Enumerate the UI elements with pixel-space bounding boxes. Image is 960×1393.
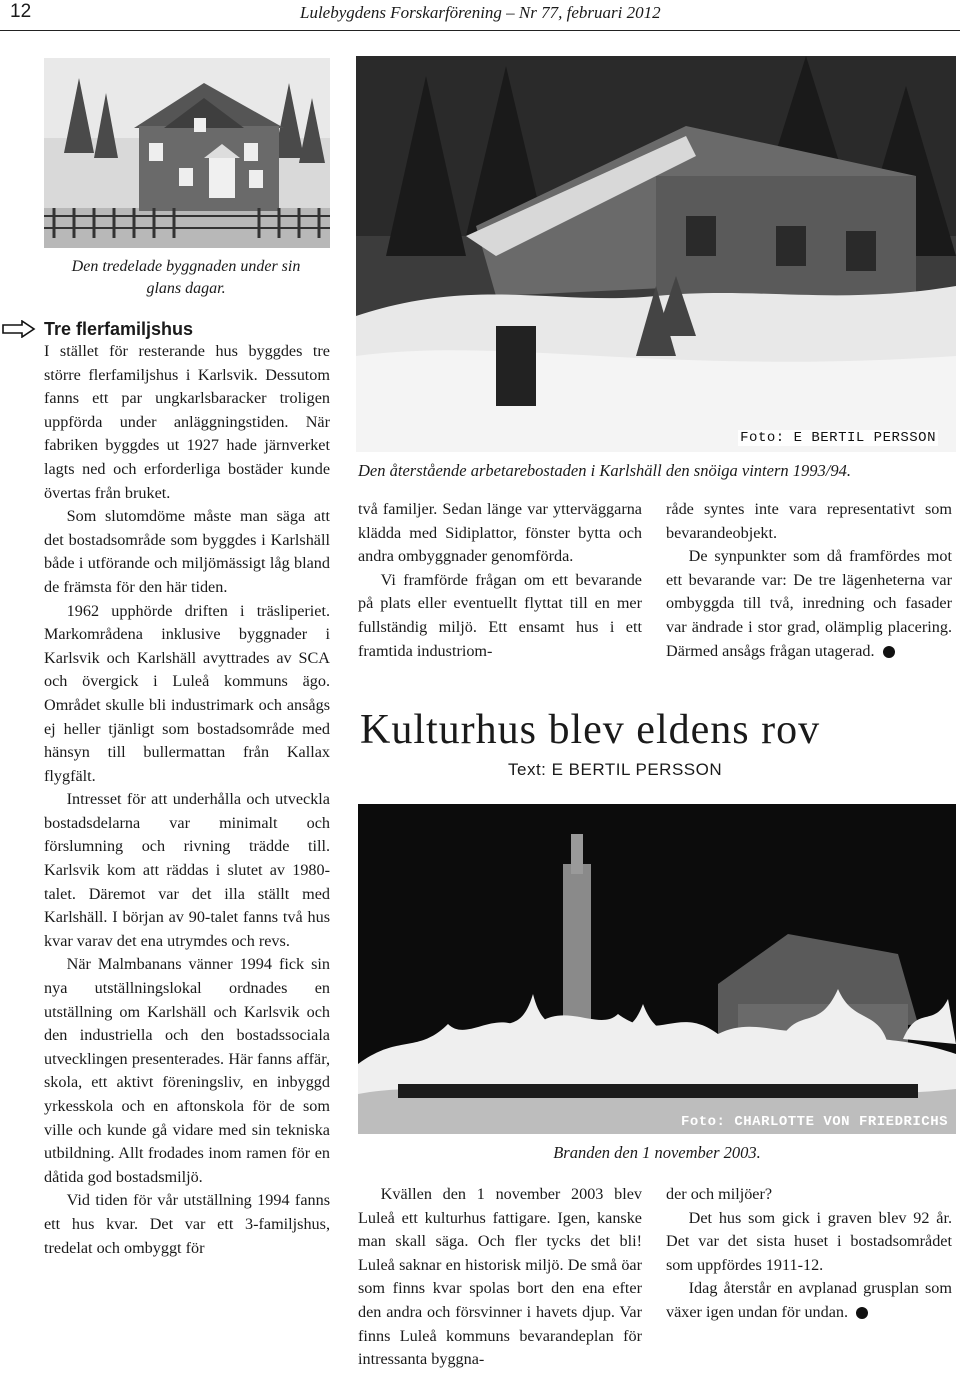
paragraph: Som slutomdöme måste man säga att det bostadsområde som byggdes i Karlshäll både i utförande och miljömässigt låg bland de främsta för den här tiden. [44, 507, 330, 596]
paragraph: Vid tiden för vår utställning 1994 fanns ett hus kvar. Det var ett 3-familjshus, tredelat och ombyggt för [44, 1191, 330, 1257]
paragraph: Intresset för att underhålla och utveckla bostadsdelarna var minimalt och förslumning och rivning trädde till. Karlsvik kom att räddas i slutet av 1980-talet. Däremot var det illa ställt med Karlshäll. I början av 90-talet fanns två hus kvar varav det ena utrymdes och revs. [44, 790, 330, 950]
page-number: 12 [10, 1, 32, 22]
paragraph: Det hus som gick i graven blev 92 år. Det var det sista huset i bostadsområdet som uppfördes 1911-12. [666, 1208, 952, 1274]
paragraph: Kvällen den 1 november 2003 blev Luleå ett kulturhus fattigare. Igen, kanske man skall säga. Och fler tycks det bli! Luleå saknar en historisk miljö. De små öar som finns kvar spolas bort den ena efter den andra och försvinner i havets djup. Var finns Luleå kommuns bevarandeplan för intressanta byggna- [358, 1185, 642, 1369]
paragraph: När Malmbanans vänner 1994 fick sin nya utställningslokal ordnades en utställning om Karlshäll och Karlsvik och den industriella och den bostadssociala utvecklingen presenterades. Här fanns affär, skola, ett aktivt föreningsliv, en inbyggd yrkesskola och en aftonskola för de som ville och kunde gå vidare med sin tekniska utbildning. Allt frodades inom ramen för en dåtida god bostadsmiljö. [44, 955, 330, 1186]
left-column [44, 318, 330, 1260]
arrow-right-icon [2, 320, 36, 343]
paragraph: Vi framförde frågan om ett bevarande på plats eller eventuellt flyttat till en mer fullständig miljö. Ett ensamt hus i ett framtida industriom- [358, 570, 642, 660]
end-mark-icon [883, 646, 895, 658]
paragraph: 1962 upphörde driften i träsliperiet. Markområdena inklusive byggnader i Karlsvik och Karlshäll avyttrades av SCA och övergick i Luleå kommuns ägo. Området skulle bli industrimark och ansågs ej heller tjänligt som bostadsområde med hänsyn till bullermattan från Kallax flygfält. [44, 601, 330, 785]
middle-column [358, 498, 642, 663]
photo-fire [358, 804, 956, 1134]
end-mark-icon [856, 1307, 868, 1319]
article2-column-2 [666, 1183, 952, 1325]
paragraph: I stället för resterande hus byggdes tre större flerfamiljshus i Karlsvik. Dessutom fanns ett par ungkarlsbaracker troligen uppförda under anläggningstiden. När fabriken byggdes ut 1927 hade järnverket lagts ned och erforderliga bostäder kunde övertas från bruket. [44, 342, 330, 502]
article-headline: Kulturhus blev eldens rov [360, 707, 821, 753]
photo3-credit: Foto: CHARLOTTE VON FRIEDRICHS [680, 1114, 948, 1130]
page-header [0, 0, 960, 31]
paragraph: der och miljöer? [666, 1185, 773, 1203]
photo2-caption: Den återstående arbetarebostaden i Karlshäll den snöiga vintern 1993/94. [358, 461, 851, 480]
photo1-caption: Den tredelade byggnaden under sin glans dagar. [71, 258, 301, 297]
paragraph: Idag återstår en avplanad grusplan som växer igen undan för undan. [666, 1279, 952, 1321]
right-column [666, 498, 952, 663]
photo-house-summer [44, 58, 330, 248]
paragraph: två familjer. Sedan länge var ytterväggarna klädda med Sidiplattor, fönster bytta och andra ombyggnader genomförda. [358, 500, 642, 566]
photo2-credit: Foto: E BERTIL PERSSON [740, 430, 936, 446]
paragraph: De synpunkter som då framfördes mot ett bevarande var: De tre lägenheterna var ombyggda till två, inredning och fasader var ändrade i stor grad, olämplig placering. Därmed ansågs frågan utagerad. [666, 547, 952, 660]
paragraph: råde syntes inte vara representativt som bevarandeobjekt. [666, 500, 952, 542]
running-head: Lulebygdens Forskarförening – Nr 77, februari 2012 [300, 3, 661, 22]
article2-column-1 [358, 1183, 642, 1372]
photo3-caption: Branden den 1 november 2003. [553, 1143, 761, 1162]
photo-house-winter [356, 56, 956, 452]
article-byline: Text: E BERTIL PERSSON [508, 760, 723, 779]
section-heading: Tre flerfamiljshus [44, 319, 194, 339]
